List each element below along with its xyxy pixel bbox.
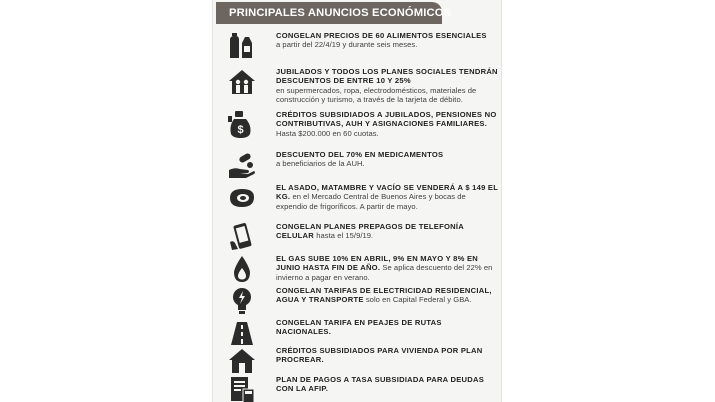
- announcement-heading: JUBILADOS Y TODOS LOS PLANES SOCIALES TENDRÁN DESCUENTOS DE ENTRE 10 Y 25%: [276, 67, 498, 86]
- announcement-heading: CONGELAN PRECIOS DE 60 ALIMENTOS ESENCIALES: [276, 31, 487, 40]
- announcement-text: [276, 318, 498, 337]
- announcement-heading: CONGELAN TARIFAS DE ELECTRICIDAD RESIDENCIAL, AGUA Y TRANSPORTE: [276, 286, 492, 305]
- announcement-heading: CONGELAN TARIFA EN PEAJES DE RUTAS NACIONALES.: [276, 318, 442, 337]
- medicine-icon: [226, 150, 258, 180]
- announcement-text: [276, 31, 498, 50]
- announcement-body: en el Mercado Central de Buenos Aires y bocas de expendio de frigoríficos. A partir de mayo.: [276, 192, 466, 211]
- food-icon: [226, 31, 258, 61]
- announcement-heading: CONGELAN PLANES PREPAGOS DE TELEFONÍA CELULAR: [276, 222, 464, 241]
- announcement-body: a beneficiarios de la AUH.: [276, 159, 365, 169]
- infographic-title: PRINCIPALES ANUNCIOS ECONÓMICOS: [216, 2, 442, 24]
- announcement-heading: DESCUENTO DEL 70% EN MEDICAMENTOS: [276, 150, 444, 159]
- announcement-heading: EL GAS SUBE 10% EN ABRIL, 9% EN MAYO Y 8% EN JUNIO HASTA FIN DE AÑO.: [276, 254, 479, 273]
- announcement-text: [276, 254, 498, 282]
- announcement-body: Se aplica descuento del 22% en invierno a pagar en verano.: [276, 263, 493, 282]
- announcement-heading: PLAN DE PAGOS A TASA SUBSIDIADA PARA DEUDAS CON LA AFIP.: [276, 375, 485, 394]
- announcement-text: [276, 222, 498, 241]
- announcement-text: [276, 346, 498, 365]
- announcement-text: [276, 286, 498, 305]
- announcement-text: [276, 110, 498, 138]
- meat-icon: [226, 183, 258, 213]
- announcement-text: [276, 150, 498, 169]
- mobile-phone-icon: [226, 222, 258, 252]
- house-icon: [226, 346, 258, 376]
- announcement-body: hasta el 15/9/19.: [316, 231, 374, 241]
- electricity-bulb-icon: [226, 286, 258, 316]
- announcement-text: [276, 67, 498, 105]
- gas-flame-icon: [226, 254, 258, 284]
- svg-text:$: $: [237, 124, 244, 136]
- tax-document-icon: [226, 375, 258, 402]
- announcement-text: [276, 375, 498, 394]
- announcement-heading: CRÉDITOS SUBSIDIADOS A JUBILADOS, PENSIONES NO CONTRIBUTIVAS, AUH Y ASIGNACIONES FAMILIARES.: [276, 110, 497, 129]
- announcement-body: solo en Capital Federal y GBA.: [365, 295, 472, 305]
- money-bag-icon: [226, 110, 258, 140]
- announcement-heading: CRÉDITOS SUBSIDIADOS PARA VIVIENDA POR PLAN PROCREAR.: [276, 346, 483, 365]
- road-icon: [226, 318, 258, 348]
- announcement-body: en supermercados, ropa, electrodomésticos, materiales de construcción y turismo, a través de la tarjeta de débito.: [276, 85, 477, 105]
- announcement-heading: EL ASADO, MATAMBRE Y VACÍO SE VENDERÁ A $ 149 EL KG.: [276, 183, 498, 202]
- announcement-body: Hasta $200.000 en 60 cuotas.: [276, 128, 379, 138]
- family-home-icon: [226, 67, 258, 97]
- announcement-body: a partir del 22/4/19 y durante seis meses.: [276, 40, 418, 50]
- announcement-text: [276, 183, 498, 211]
